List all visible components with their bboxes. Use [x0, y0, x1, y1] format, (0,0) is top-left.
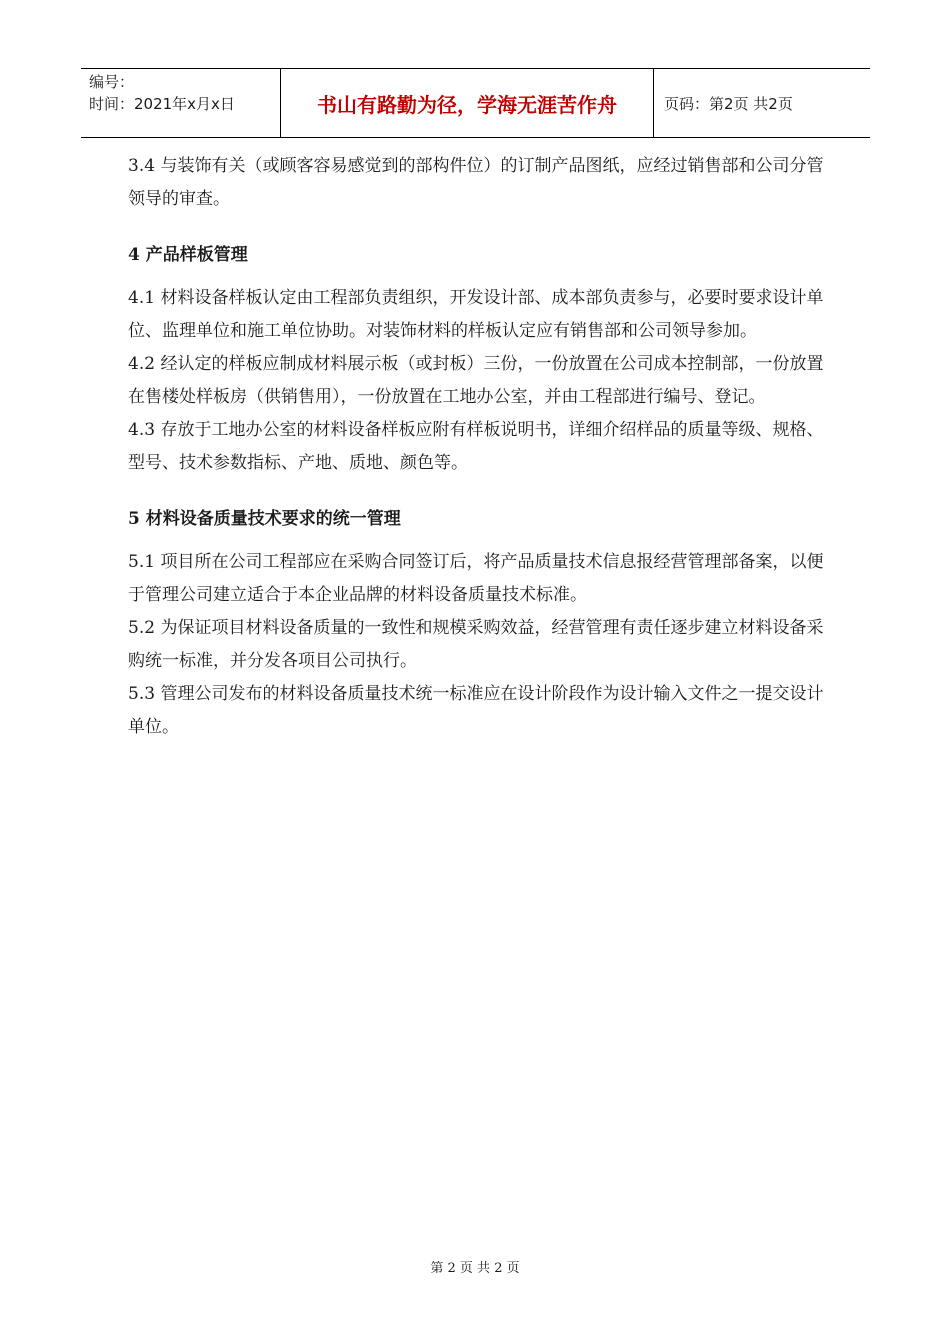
- page-footer: [0, 1257, 950, 1276]
- page-header: [81, 68, 870, 138]
- document-number-label: 编号：: [89, 73, 135, 91]
- paragraph-5-3: 5.3 管理公司发布的材料设备质量技术统一标准应在设计阶段作为设计输入文件之一提交设计单位。: [128, 684, 824, 737]
- section-4: [128, 239, 828, 480]
- paragraph-5-1: 5.1 项目所在公司工程部应在采购合同签订后，将产品质量技术信息报经营管理部备案，以便于管理公司建立适合于本企业品牌的材料设备质量技术标准。: [128, 552, 824, 605]
- section-heading: 4 产品样板管理: [128, 245, 248, 265]
- paragraph-3-4: 3.4 与装饰有关（或顾客容易感觉到的部构件位）的订制产品图纸，应经过销售部和公司分管领导的审查。: [128, 156, 824, 209]
- section-5: [128, 503, 828, 744]
- paragraph-4-3: 4.3 存放于工地办公室的材料设备样板应附有样板说明书，详细介绍样品的质量等级、规格、型号、技术参数指标、产地、质地、颜色等。: [128, 420, 824, 473]
- header-meta: [81, 69, 281, 137]
- header-motto: 书山有路勤为径，学海无涯苦作舟: [281, 69, 654, 137]
- paragraph-4-2: 4.2 经认定的样板应制成材料展示板（或封板）三份，一份放置在公司成本控制部，一份放置在售楼处样板房（供销售用），一份放置在工地办公室，并由工程部进行编号、登记。: [128, 354, 824, 407]
- footer-page-number: 第 2 页 共 2 页: [430, 1261, 520, 1276]
- paragraph-5-2: 5.2 为保证项目材料设备质量的一致性和规模采购效益，经营管理有责任逐步建立材料设备采购统一标准，并分发各项目公司执行。: [128, 618, 824, 671]
- document-time-label: 时间：2021年x月x日: [89, 95, 235, 113]
- paragraph-4-1: 4.1 材料设备样板认定由工程部负责组织，开发设计部、成本部负责参与，必要时要求设计单位、监理单位和施工单位协助。对装饰材料的样板认定应有销售部和公司领导参加。: [128, 288, 824, 341]
- document-body: [128, 150, 828, 744]
- header-page-number: 页码：第2页 共2页: [664, 94, 793, 113]
- section-heading: 5 材料设备质量技术要求的统一管理: [128, 509, 401, 529]
- section-3-continued: [128, 150, 828, 216]
